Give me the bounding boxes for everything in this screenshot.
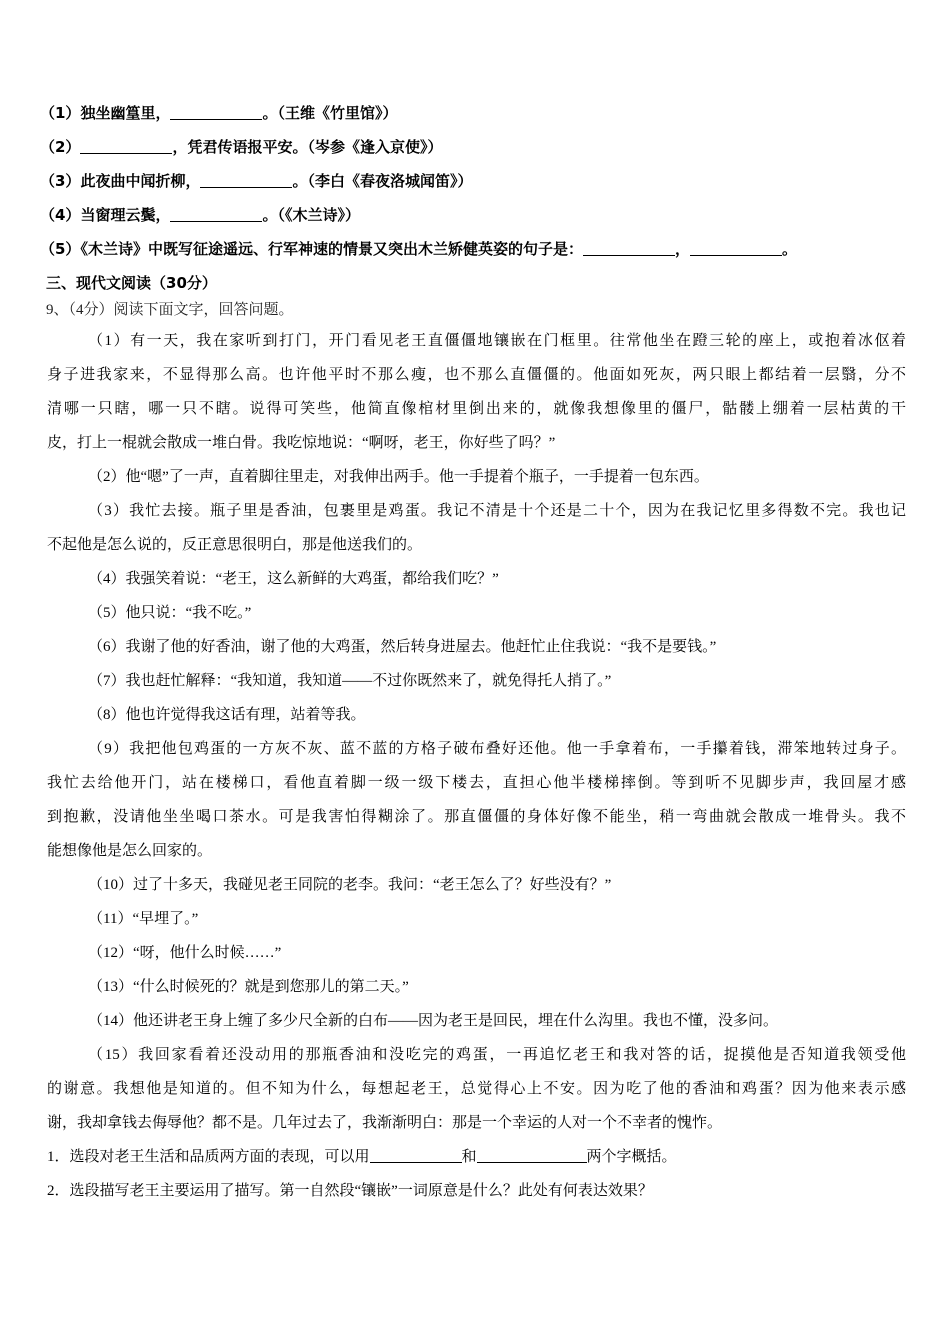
answer-blank[interactable]: [80, 137, 172, 154]
answer-blank[interactable]: [690, 239, 782, 256]
item-text: 。（《木兰诗》）: [262, 206, 360, 224]
item-number: （1）: [40, 104, 81, 122]
paragraph-13: [40, 970, 906, 1004]
item-text: 独坐幽篁里，: [80, 104, 171, 122]
item-text: 此夜曲中闻折柳，: [80, 172, 201, 190]
question-1: [40, 1140, 906, 1174]
fill-in-item-5: [40, 232, 906, 266]
paragraph-9: [40, 732, 906, 868]
question-2: 2．选段描写老王主要运用了描写。第一自然段“镶嵌”一词原意是什么？此处有何表达效果？: [47, 1183, 653, 1199]
question-text: 和: [461, 1149, 477, 1165]
paragraph-line: （14）他还讲老王身上缠了多少尺全新的白布——因为老王是回民，埋在什么沟里。我也不懂，没多问。: [88, 1013, 779, 1029]
paragraph-line: （15）我回家看着还没动用的那瓶香油和没吃完的鸡蛋，一再追忆老王和我对答的话，捉摸他是否知道我领受他: [88, 1047, 906, 1063]
answer-blank[interactable]: [370, 1146, 462, 1163]
item-number: （2）: [40, 138, 81, 156]
paragraph-line: 到抱歉，没请他坐坐喝口茶水。可是我害怕得糊涂了。那直僵僵的身体好像不能坐，稍一弯曲就会散成一堆骨头。我不: [47, 809, 906, 825]
paragraph-line: 不起他是怎么说的，反正意思很明白，那是他送我们的。: [47, 537, 423, 553]
paragraph-8: [40, 698, 906, 732]
paragraph-line: （6）我谢了他的好香油，谢了他的大鸡蛋，然后转身进屋去。他赶忙止住我说：“我不是要钱。”: [88, 639, 717, 655]
item-number: （5）: [40, 240, 81, 258]
paragraph-line: （2）他“嗯”了一声，直着脚往里走，对我伸出两手。他一手提着个瓶子，一手提着一包东西。: [88, 469, 709, 485]
item-text: 当窗理云鬓，: [80, 206, 171, 224]
paragraph-line: （3）我忙去接。瓶子里是香油，包裹里是鸡蛋。我记不清是十个还是二十个，因为在我记忆里多得数不完。我也记: [88, 503, 906, 519]
paragraph-line: （4）我强笑着说：“老王，这么新鲜的大鸡蛋，都给我们吃？”: [88, 571, 499, 587]
paragraph-line: （12）“呀，他什么时候……”: [88, 945, 282, 961]
item-text: 。（王维《竹里馆》）: [262, 104, 398, 122]
paragraph-line: （8）他也许觉得我这话有理，站着等我。: [88, 707, 366, 723]
paragraph-2: [40, 460, 906, 494]
item-text: ，: [674, 240, 690, 258]
paragraph-line: （11）“早埋了。”: [88, 911, 199, 927]
answer-blank[interactable]: [170, 103, 262, 120]
paragraph-14: [40, 1004, 906, 1038]
paragraph-line: 身子进我家来，不显得那么高。也许他平时不那么瘦，也不那么直僵僵的。他面如死灰，两只眼上都结着一层翳，分不: [47, 367, 906, 383]
paragraph-line: 的谢意。我想他是知道的。但不知为什么，每想起老王，总觉得心上不安。因为吃了他的香油和鸡蛋？因为他来表示感: [47, 1081, 906, 1097]
item-text: 。（李白《春夜洛城闻笛》）: [292, 172, 473, 190]
item-number: （3）: [40, 172, 81, 190]
paragraph-line: （10）过了十多天，我碰见老王同院的老李。我问：“老王怎么了？好些没有？”: [88, 877, 612, 893]
reading-passage: [40, 324, 906, 1140]
answer-blank[interactable]: [583, 239, 675, 256]
fill-in-item-2: [40, 130, 906, 164]
paragraph-11: [40, 902, 906, 936]
item-number: （4）: [40, 206, 81, 224]
answer-blank[interactable]: [200, 171, 292, 188]
question-intro: 9、（4分）阅读下面文字，回答问题。: [46, 302, 294, 318]
section-heading: 三、现代文阅读（30分）: [46, 274, 217, 292]
question-text: 两个字概括。: [586, 1149, 677, 1165]
paragraph-3: [40, 494, 906, 562]
paragraph-line: 我忙去给他开门，站在楼梯口，看他直着脚一级一级下楼去，直担心他半楼梯摔倒。等到听不见脚步声，我回屋才感: [47, 775, 906, 791]
answer-blank[interactable]: [170, 205, 262, 222]
paragraph-line: （5）他只说：“我不吃。”: [88, 605, 252, 621]
paragraph-line: （9）我把他包鸡蛋的一方灰不灰、蓝不蓝的方格子破布叠好还他。他一手拿着布，一手攥着钱，滞笨地转过身子。: [88, 741, 906, 757]
item-text: 《木兰诗》中既写征途遥远、行军神速的情景又突出木兰矫健英姿的句子是：: [80, 240, 583, 258]
fill-in-item-3: [40, 164, 906, 198]
paragraph-4: [40, 562, 906, 596]
paragraph-line: （1）有一天，我在家听到打门，开门看见老王直僵僵地镶嵌在门框里。往常他坐在蹬三轮的座上，或抱着冰伛着: [88, 333, 906, 349]
fill-in-item-4: [40, 198, 906, 232]
paragraph-line: 谢，我却拿钱去侮辱他？都不是。几年过去了，我渐渐明白：那是一个幸运的人对一个不幸者的愧怍。: [47, 1115, 723, 1131]
item-text: 。: [781, 240, 797, 258]
paragraph-5: [40, 596, 906, 630]
paragraph-line: 皮，打上一棍就会散成一堆白骨。我吃惊地说：“啊呀，老王，你好些了吗？”: [47, 435, 556, 451]
item-text: ，凭君传语报平安。（岑参《逢入京使》）: [172, 138, 443, 156]
paragraph-line: （13）“什么时候死的？就是到您那儿的第二天。”: [88, 979, 409, 995]
paragraph-6: [40, 630, 906, 664]
answer-blank[interactable]: [477, 1146, 587, 1163]
paragraph-line: （7）我也赶忙解释：“我知道，我知道——不过你既然来了，就免得托人捎了。”: [88, 673, 612, 689]
exam-page: [40, 96, 906, 1208]
paragraph-12: [40, 936, 906, 970]
paragraph-15: [40, 1038, 906, 1140]
paragraph-line: 能想像他是怎么回家的。: [47, 843, 213, 859]
question-text: 1．选段对老王生活和品质两方面的表现，可以用: [47, 1149, 370, 1165]
paragraph-line: 清哪一只瞎，哪一只不瞎。说得可笑些，他简直像棺材里倒出来的，就像我想像里的僵尸，骷髅上绷着一层枯黄的干: [47, 401, 906, 417]
paragraph-10: [40, 868, 906, 902]
paragraph-1: [40, 324, 906, 460]
paragraph-7: [40, 664, 906, 698]
fill-in-item-1: [40, 96, 906, 130]
